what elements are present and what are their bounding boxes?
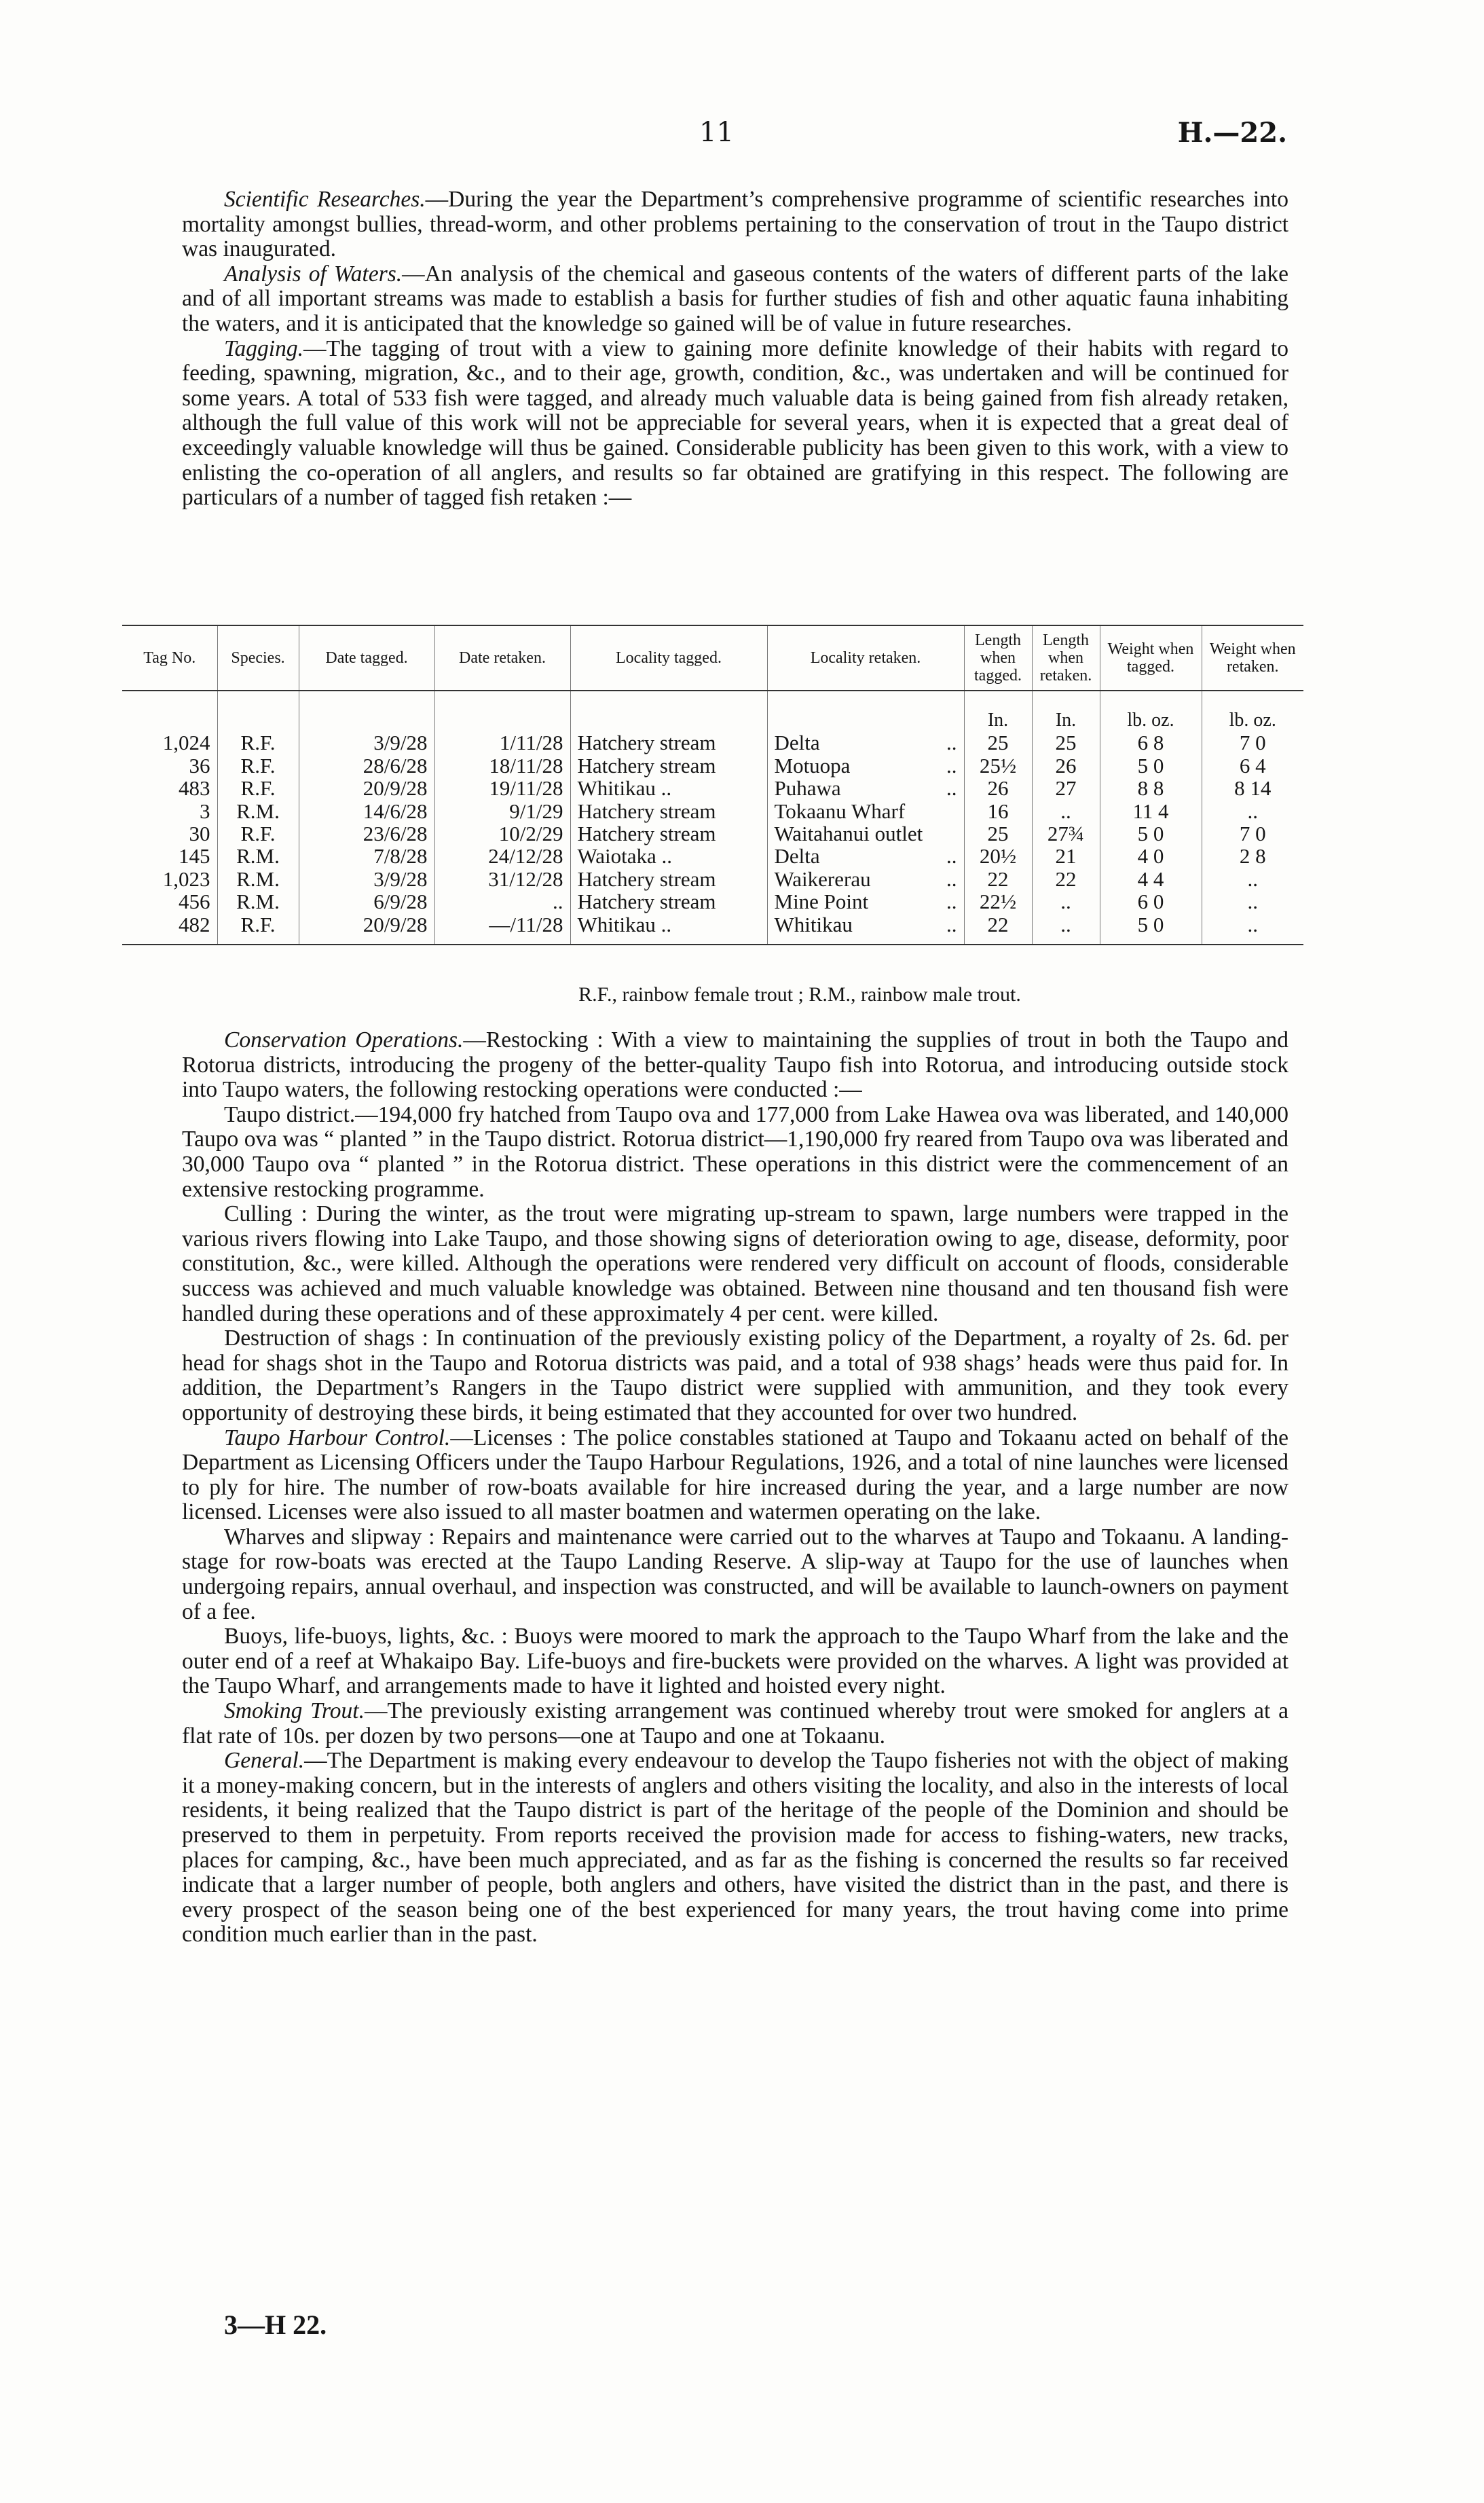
paragraph-destruction-of-shags: Destruction of shags : In continuation of the previously existing policy of the Department, a royalty of 2s. 6d. per head for shags shot in the Taupo and Rotorua districts was paid, and a total of 938 shags’ heads were thus paid for. In addition, the Department’s Rangers in the Taupo district were supplied with ammunition, and they took every opportunity of destroying these birds, it being estimated that they accounted for over two hundred.	[182, 1326, 1288, 1425]
table-row: 3 R.M. 14/6/28 9/1/29 Hatchery stream Tokaanu Wharf 16 .. 11 4 ..	[122, 800, 1303, 822]
paragraph-wharves-and-slipway: Wharves and slipway : Repairs and maintenance were carried out to the wharves at Taupo and Tokaanu. A landing-stage for row-boats was erected at the Taupo Landing Reserve. A slip-way at Taupo for the use of launches when undergoing repairs, annual overhaul, and inspection was constructed, and will be available to launch-owners on payment of a fee.	[182, 1524, 1288, 1624]
table-row: 30 R.F. 23/6/28 10/2/29 Hatchery stream Waitahanui outlet 25 27¾ 5 0 7 0	[122, 822, 1303, 845]
col-date-retaken: Date retaken.	[434, 625, 570, 691]
col-species: Species.	[217, 625, 299, 691]
table-row: 145 R.M. 7/8/28 24/12/28 Waiotaka .. Delta .. 20½ 21 4 0 2 8	[122, 845, 1303, 867]
table-header-row	[122, 625, 1303, 691]
paragraph-general: General.—The Department is making every endeavour to develop the Taupo fisheries not with the object of making it a money-making concern, but in the interests of anglers and others visiting the locality, and also in the interests of local residents, it being realized that the Taupo district is part of the heritage of the people of the Dominion and should be preserved to them in perpetuity. From reports received the provision made for access to fishing-waters, new tracks, places for camping, &c., have been much appreciated, and as far as the fishing is concerned the results so far received indicate that a larger number of people, both anglers and others, have visited the district than in the past, and there is every prospect of the season being one of the best experienced for many years, the trout having come into prime condition much earlier than in the past.	[182, 1748, 1288, 1948]
col-length-tagged: Length when tagged.	[964, 625, 1032, 691]
unit-wt-retaken: lb. oz.	[1202, 691, 1303, 731]
paragraph-smoking-trout: Smoking Trout.—The previously existing arrangement was continued whereby trout were smoked for anglers at a flat rate of 10s. per dozen by two persons—one at Taupo and one at Tokaanu.	[182, 1698, 1288, 1749]
col-length-retaken: Length when retaken.	[1032, 625, 1100, 691]
table-units-row	[122, 691, 1303, 731]
col-tag-no: Tag No.	[122, 625, 217, 691]
table-row: 1,024 R.F. 3/9/28 1/11/28 Hatchery stream Delta .. 25 25 6 8 7 0	[122, 731, 1303, 754]
table-footnote: R.F., rainbow female trout ; R.M., rainbow male trout.	[578, 983, 1021, 1006]
paragraph-tagging: Tagging.—The tagging of trout with a view to gaining more definite knowledge of their habits with regard to feeding, spawning, migration, &c., and to their age, growth, condition, &c., was undertaken and will be continued for some years. A total of 533 fish were tagged, and already much valuable data is being gained from fish already retaken, although the full value of this work will not be appreciable for several years, when it is expected that a great deal of exceedingly valuable knowledge will thus be gained. Considerable publicity has been given to this work, with a view to enlisting the co-operation of all anglers, and results so far obtained are gratifying in this respect. The following are particulars of a number of tagged fish retaken :—	[182, 335, 1288, 511]
col-weight-tagged: Weight when tagged.	[1100, 625, 1202, 691]
unit-wt-tagged: lb. oz.	[1100, 691, 1202, 731]
intro-section	[182, 187, 1288, 511]
table-row: 456 R.M. 6/9/28 .. Hatchery stream Mine Point .. 22½ .. 6 0 ..	[122, 890, 1303, 913]
paragraph-culling: Culling : During the winter, as the trout were migrating up-stream to spawn, large numbers were trapped in the various rivers flowing into Lake Taupo, and those showing signs of deterioration owing to age, disease, deformity, poor constitution, &c., were killed. Although the operations were rendered very difficult on account of floods, considerable success was achieved and much valuable knowledge was obtained. Between nine thousand and ten thousand fish were handled during these operations and of these approximately 4 per cent. were killed.	[182, 1201, 1288, 1326]
table-row: 1,023 R.M. 3/9/28 31/12/28 Hatchery stream Waikererau .. 22 22 4 4 ..	[122, 868, 1303, 890]
unit-len-tagged: In.	[964, 691, 1032, 731]
col-locality-tagged: Locality tagged.	[570, 625, 767, 691]
table-row: 36 R.F. 28/6/28 18/11/28 Hatchery stream Motuopa .. 25½ 26 5 0 6 4	[122, 754, 1303, 777]
paragraph-conservation-operations: Conservation Operations.—Restocking : With a view to maintaining the supplies of trout in both the Taupo and Rotorua districts, introducing the progeny of the better-quality Taupo fish into Rotorua, and introducing outside stock into Taupo waters, the following restocking operations were conducted :—	[182, 1027, 1288, 1103]
body-section	[182, 1028, 1288, 1948]
col-weight-retaken: Weight when retaken.	[1202, 625, 1303, 691]
table-row: 482 R.F. 20/9/28 —/11/28 Whitikau .. Whitikau .. 22 .. 5 0 ..	[122, 913, 1303, 945]
paragraph-taupo-district: Taupo district.—194,000 fry hatched from Taupo ova and 177,000 from Lake Hawea ova was liberated, and 140,000 Taupo ova was “ planted ” in the Taupo district. Rotorua district—1,190,000 fry reared from Taupo ova was liberated and 30,000 Taupo ova “ planted ” in the Rotorua district. These operations in this district were the commencement of an extensive restocking programme.	[182, 1101, 1288, 1202]
paragraph-scientific-researches: Scientific Researches.—During the year the Department’s comprehensive programme of scientific researches into mortality amongst bullies, thread-worm, and other problems pertaining to the conservation of trout in the Taupo district was inaugurated.	[182, 187, 1288, 262]
paragraph-analysis-of-waters: Analysis of Waters.—An analysis of the chemical and gaseous contents of the waters of different parts of the lake and of all important streams was made to establish a basis for further studies of fish and other aquatic fauna inhabiting the waters, and it is anticipated that the knowledge so gained will be of value in future researches.	[182, 261, 1288, 336]
col-locality-retaken: Locality retaken.	[767, 625, 964, 691]
table-row: 483 R.F. 20/9/28 19/11/28 Whitikau .. Puhawa .. 26 27 8 8 8 14	[122, 777, 1303, 799]
col-date-tagged: Date tagged.	[299, 625, 434, 691]
paragraph-buoys: Buoys, life-buoys, lights, &c. : Buoys were moored to mark the approach to the Taupo Wharf from the lake and the outer end of a reef at Whakaipo Bay. Life-buoys and fire-buckets were provided on the wharves. A light was provided at the Taupo Wharf, and arrangements made to have it lighted and hoisted every night.	[182, 1624, 1288, 1699]
document-reference: H.—22.	[1177, 117, 1287, 149]
footer-reference: 3—H 22.	[224, 2309, 327, 2340]
unit-len-retaken: In.	[1032, 691, 1100, 731]
tagged-fish-table	[122, 625, 1303, 945]
page-number: 11	[699, 117, 734, 148]
paragraph-taupo-harbour-control: Taupo Harbour Control.—Licenses : The police constables stationed at Taupo and Tokaanu acted on behalf of the Department as Licensing Officers under the Taupo Harbour Regulations, 1926, and a total of nine launches were licensed to ply for hire. The number of row-boats available for hire increased during the year, and a large number are now licensed. Licenses were also issued to all master boatmen and watermen operating on the lake.	[182, 1425, 1289, 1525]
